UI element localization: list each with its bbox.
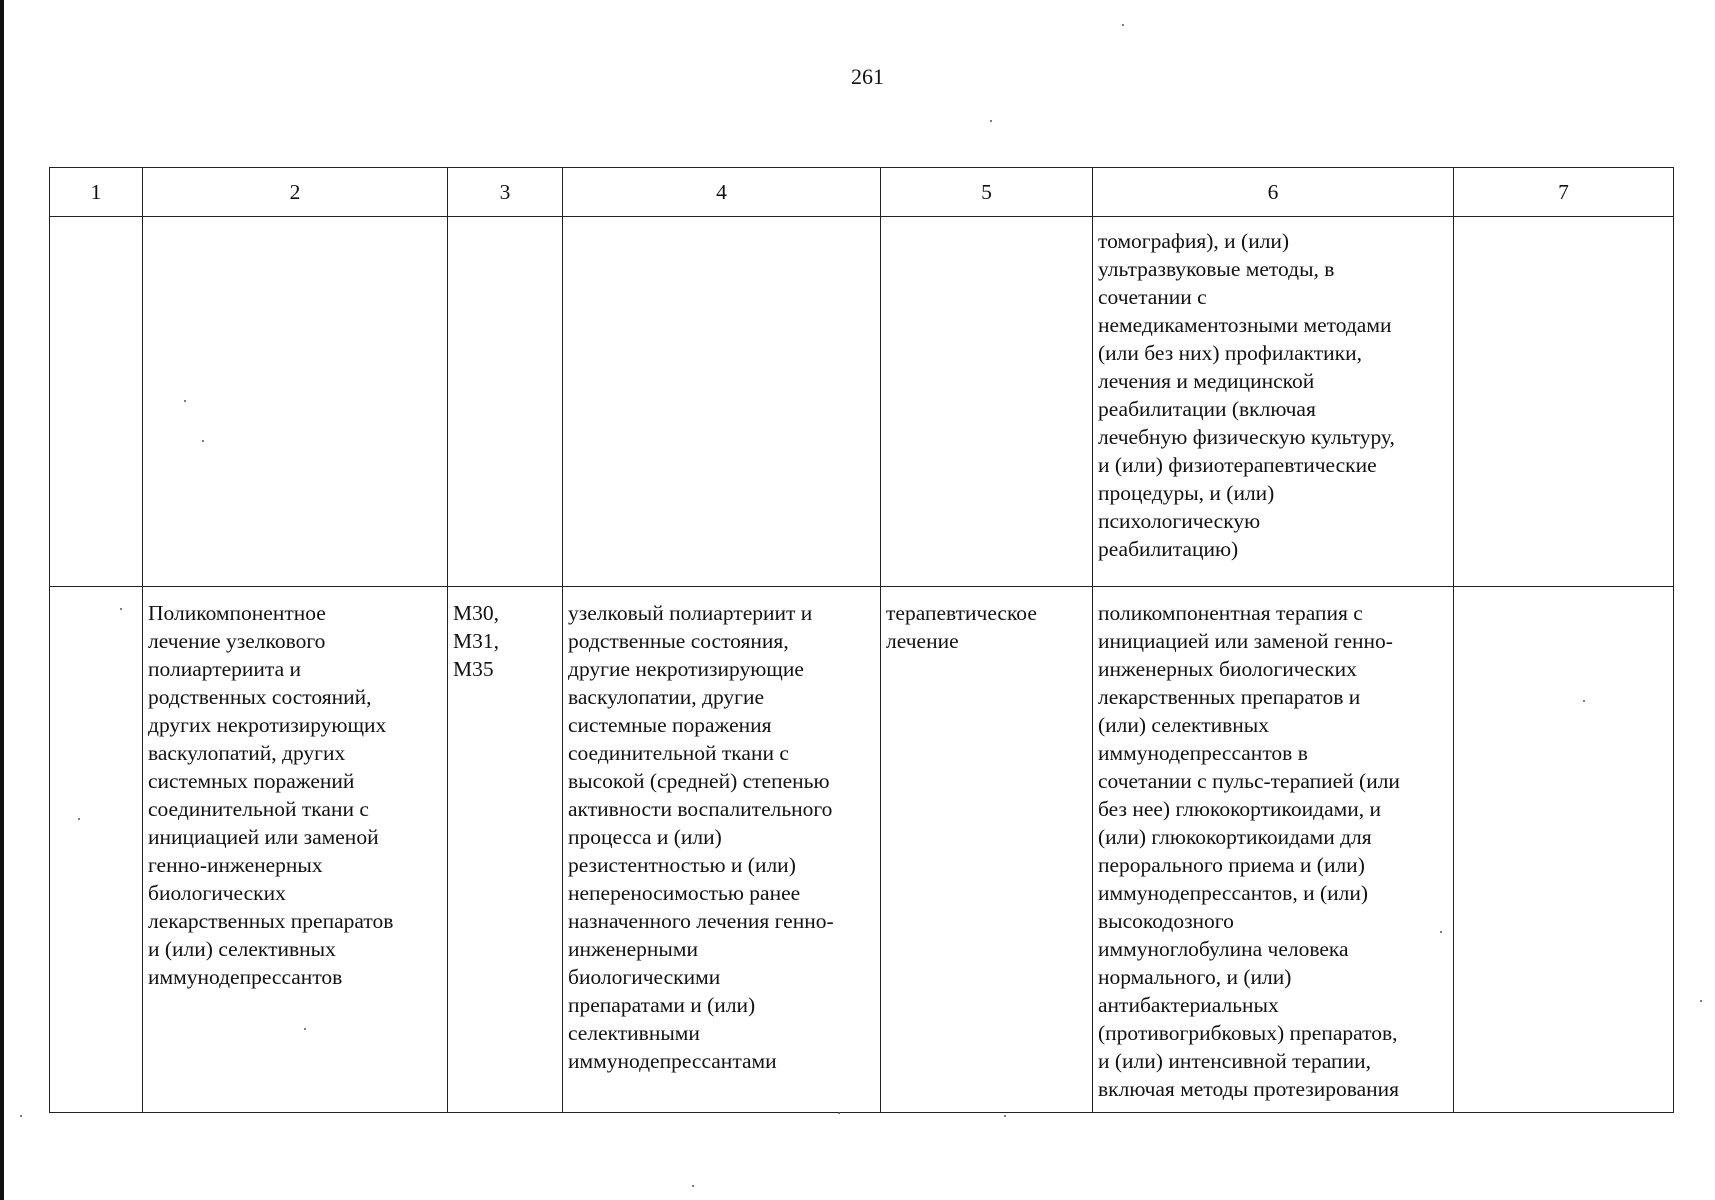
scan-speck — [1583, 700, 1585, 702]
scan-speck — [120, 608, 122, 610]
header-cell-col-2: 2 — [143, 168, 448, 217]
table-cell-treatment-method: томография), и (или) ультразвуковые методы, в сочетании с немедикаментозными методами (или без них) профилактики, лечения и медицинской реабилитации (включая лечебную физическую культуру, и (или) физиотерапевтические процедуры, и (или) психологическую реабилитацию) — [1093, 217, 1454, 587]
scan-speck — [184, 400, 186, 402]
scan-speck — [692, 1185, 694, 1187]
table-cell-method-name — [143, 217, 448, 587]
table-row — [50, 217, 1674, 587]
scan-speck — [1440, 931, 1442, 933]
header-cell-col-1: 1 — [50, 168, 143, 217]
header-cell-col-4: 4 — [563, 168, 881, 217]
scan-speck — [304, 1028, 306, 1030]
table-cell-icd-code: М30, М31, М35 — [448, 587, 563, 1113]
scan-speck — [1700, 1000, 1702, 1002]
header-cell-col-3: 3 — [448, 168, 563, 217]
table-cell-cost — [1454, 587, 1674, 1113]
header-cell-col-7: 7 — [1454, 168, 1674, 217]
header-cell-col-5: 5 — [881, 168, 1093, 217]
scan-speck — [990, 120, 992, 122]
table-cell-icd-code — [448, 217, 563, 587]
data-table — [49, 167, 1674, 1113]
table-cell-treatment-type — [881, 217, 1093, 587]
table-cell-number — [50, 587, 143, 1113]
page-number: 261 — [851, 64, 884, 89]
table-row — [50, 587, 1674, 1113]
table-cell-cost — [1454, 217, 1674, 587]
scan-speck — [20, 1115, 22, 1117]
scan-speck — [838, 1112, 840, 1114]
table-cell-patient-model: узелковый полиартериит и родственные состояния, другие некротизирующие васкулопатии, другие системные поражения соединительной ткани с высокой (средней) степенью активности воспалительного процесса и (или) резистентностью и (или) непереносимостью ранее назначенного лечения генно- инженерными биологическими препаратами и (или) селективными иммунодепрессантами — [563, 587, 881, 1113]
table-cell-number — [50, 217, 143, 587]
table-cell-treatment-type: терапевтическое лечение — [881, 587, 1093, 1113]
scan-left-edge — [0, 0, 4, 1200]
scan-speck — [202, 440, 204, 442]
table-cell-patient-model — [563, 217, 881, 587]
scan-speck — [78, 818, 80, 820]
scan-speck — [1004, 1115, 1006, 1117]
table-cell-method-name: Поликомпонентное лечение узелкового полиартериита и родственных состояний, других некротизирующих васкулопатий, других системных поражений соединительной ткани с инициацией или заменой генно-инженерных биологических лекарственных препаратов и (или) селективных иммунодепрессантов — [143, 587, 448, 1113]
header-cell-col-6: 6 — [1093, 168, 1454, 217]
table-header-row — [50, 168, 1674, 217]
scan-speck — [1122, 24, 1124, 26]
table-cell-treatment-method: поликомпонентная терапия с инициацией или заменой генно- инженерных биологических лекарственных препаратов и (или) селективных иммунодепрессантов в сочетании с пульс-терапией (или без нее) глюкокортикоидами, и (или) глюкокортикоидами для перорального приема и (или) иммунодепрессантов, и (или) высокодозного иммуноглобулина человека нормального, и (или) антибактериальных (противогрибковых) препаратов, и (или) интенсивной терапии, включая методы протезирования — [1093, 587, 1454, 1113]
